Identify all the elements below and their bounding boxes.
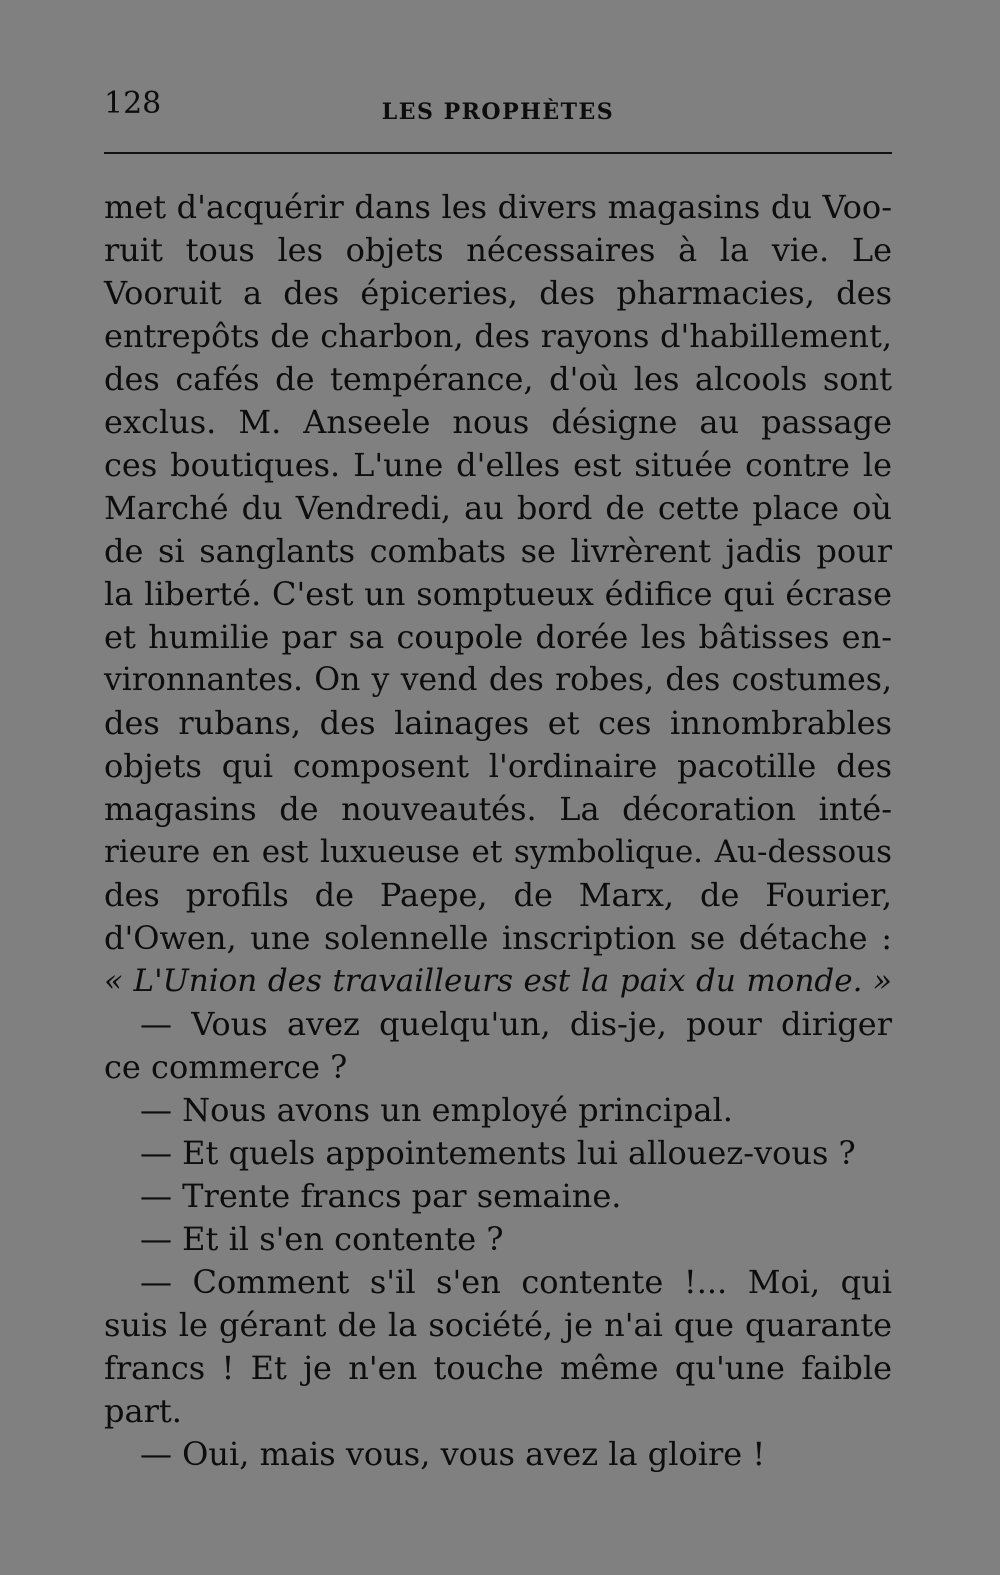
text-line: et humilie par sa coupole dorée les bâtisses en-: [104, 618, 892, 656]
text-line: ce commerce ?: [104, 1048, 348, 1086]
text-line: — Trente francs par semaine.: [140, 1177, 622, 1215]
dialogue-paragraph: [104, 1433, 892, 1476]
text-line: ces boutiques. L'une d'elles est située contre le: [104, 446, 892, 484]
text-line: la liberté. C'est un somptueux édifice qui écrase: [104, 575, 892, 613]
text-line: suis le gérant de la société, je n'ai que quarante: [104, 1306, 892, 1344]
header-rule: [104, 152, 892, 154]
text-line: des rubans, des lainages et ces innombrables: [104, 704, 892, 742]
text-line: vironnantes. On y vend des robes, des costumes,: [104, 662, 892, 698]
dialogue-paragraph: [104, 1003, 892, 1089]
text-line: — Vous avez quelqu'un, dis-je, pour diriger: [140, 1005, 892, 1043]
text-line: rieure en est luxueuse et symbolique. Au-dessous: [104, 834, 892, 870]
text-line: — Nous avons un employé principal.: [140, 1091, 733, 1129]
dialogue-paragraph: [104, 1175, 892, 1218]
text-line: ruit tous les objets nécessaires à la vie. Le: [104, 231, 892, 269]
text-line: de si sanglants combats se livrèrent jadis pour: [104, 532, 892, 570]
dialogue-paragraph: [104, 1132, 892, 1175]
dialogue-paragraph: [104, 1261, 892, 1433]
dialogue-paragraph: [104, 1218, 892, 1261]
text-line: entrepôts de charbon, des rayons d'habillement,: [104, 317, 892, 355]
text-line: magasins de nouveautés. La décoration inté-: [104, 790, 892, 828]
text-line: francs ! Et je n'en touche même qu'une faible: [104, 1349, 892, 1387]
text-line: exclus. M. Anseele nous désigne au passage: [104, 403, 892, 441]
text-line: — Et il s'en contente ?: [140, 1220, 504, 1258]
page-number: 128: [104, 86, 162, 121]
text-line: part.: [104, 1392, 182, 1430]
text-line: d'Owen, une solennelle inscription se détache :: [104, 919, 892, 957]
body-text: [104, 186, 892, 1476]
text-line: — Comment s'il s'en contente !... Moi, qui: [140, 1263, 892, 1301]
page-header: [104, 84, 892, 132]
text-line: des cafés de tempérance, d'où les alcools sont: [104, 360, 892, 398]
text-line: des profils de Paepe, de Marx, de Fourier,: [104, 876, 892, 914]
text-line: Marché du Vendredi, au bord de cette place où: [104, 489, 892, 527]
text-line: — Oui, mais vous, vous avez la gloire !: [140, 1435, 766, 1473]
dialogue-paragraph: [104, 1089, 892, 1132]
text-line: met d'acquérir dans les divers magasins du Voo-: [104, 188, 892, 226]
text-line: — Et quels appointements lui allouez-vous ?: [140, 1134, 856, 1172]
running-title: LES PROPHÈTES: [381, 99, 615, 125]
paragraph: [104, 186, 892, 1003]
text-line: objets qui composent l'ordinaire pacotille des: [104, 747, 892, 785]
inscription-quote: « L'Union des travailleurs est la paix du monde. »: [104, 963, 892, 999]
text-line: Vooruit a des épiceries, des pharmacies, des: [104, 274, 892, 312]
